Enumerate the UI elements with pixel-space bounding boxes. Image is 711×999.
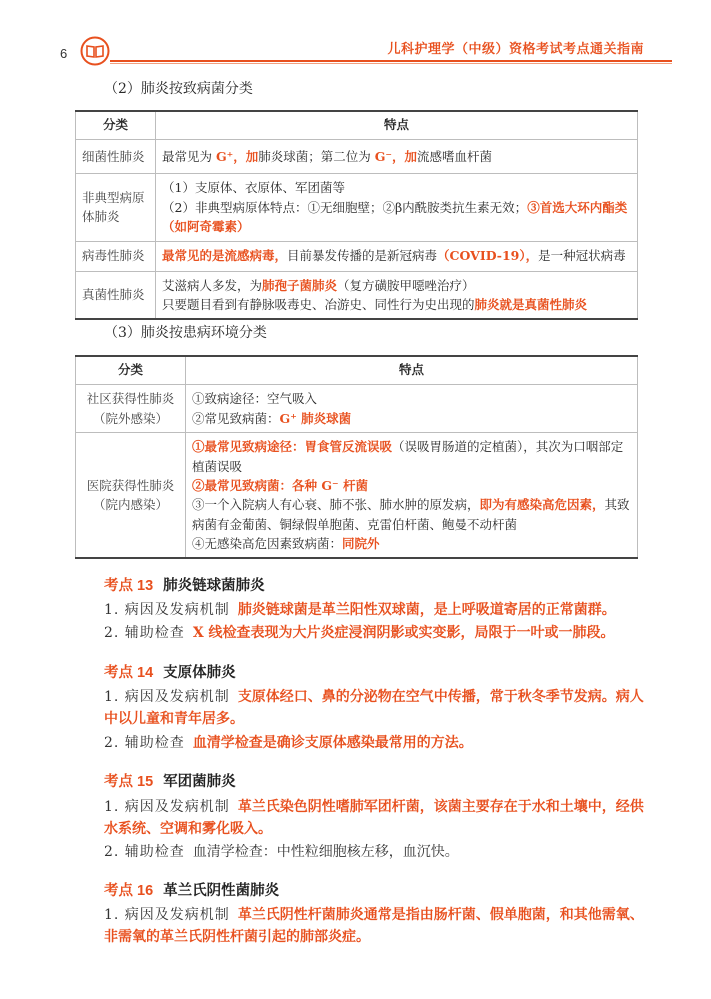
kp15-title: 考点 15 军团菌肺炎 [104, 774, 236, 790]
header-divider [110, 60, 672, 62]
row-feature: （1）支原体、衣原体、军团菌等 （2）非典型病原体特点：①无细胞壁；②β内酰胺类抗生素无效；③首选大环内酯类（如阿奇霉素） [156, 174, 638, 241]
row-feature: 最常见的是流感病毒，目前暴发传播的是新冠病毒（COVID-19），是一种冠状病毒 [156, 241, 638, 271]
col-header-category: 分类 [76, 111, 156, 140]
col-header-feature: 特点 [186, 356, 638, 385]
pathogen-classification-table [75, 110, 638, 320]
table-row [76, 140, 638, 174]
table-row [76, 433, 638, 559]
row-category: 真菌性肺炎 [76, 271, 156, 319]
book-title: 儿科护理学（中级）资格考试考点通关指南 [387, 41, 644, 56]
table-row [76, 241, 638, 271]
section-heading-environment: （3）肺炎按患病环境分类 [104, 325, 267, 341]
page-number: 6 [60, 46, 68, 61]
col-header-feature: 特点 [156, 111, 638, 140]
col-header-category: 分类 [76, 356, 186, 385]
book-icon [80, 36, 110, 66]
row-feature: 艾滋病人多发，为肺孢子菌肺炎（复方磺胺甲噁唑治疗） 只要题目看到有静脉吸毒史、冶游史、同性行为史出现的肺炎就是真菌性肺炎 [156, 271, 638, 319]
kp14-exam: 2. 辅助检查 血清学检查是确诊支原体感染最常用的方法。 [104, 735, 473, 751]
row-feature: 最常见为 G⁺，加肺炎球菌；第二位为 G⁻，加流感嗜血杆菌 [156, 140, 638, 174]
row-category: 社区获得性肺炎 （院外感染） [76, 385, 186, 433]
table-row [76, 385, 638, 433]
row-feature: ①致病途径：空气吸入 ②常见致病菌：G⁺ 肺炎球菌 [186, 385, 638, 433]
row-category: 医院获得性肺炎 （院内感染） [76, 433, 186, 559]
row-feature: ①最常见致病途径：胃食管反流误吸（误吸胃肠道的定植菌），其次为口咽部定植菌误吸 ②最常见致病菌：各种 G⁻ 杆菌 ③一个入院病人有心衰、肺不张、肺水肿的原发病，即为有感染高危因素，其致病菌有金葡菌、铜绿假单胞菌、克雷伯杆菌、鲍曼不动杆菌 ④无感染高危因素致病菌：同院外 [186, 433, 638, 559]
kp13-cause: 1. 病因及发病机制 肺炎链球菌是革兰阳性双球菌，是上呼吸道寄居的正常菌群。 [104, 602, 616, 618]
table-row [76, 174, 638, 241]
kp13-title: 考点 13 肺炎链球菌肺炎 [104, 578, 265, 594]
environment-classification-table [75, 355, 638, 559]
kp16-title: 考点 16 革兰氏阴性菌肺炎 [104, 883, 280, 899]
row-category: 非典型病原体肺炎 [76, 174, 156, 241]
kp16-cause: 1. 病因及发病机制 革兰氏阴性杆菌肺炎通常是指由肠杆菌、假单胞菌，和其他需氧、非需氧的革兰氏阴性杆菌引起的肺部炎症。 [104, 907, 644, 945]
table-row [76, 271, 638, 319]
kp13-exam: 2. 辅助检查 X 线检查表现为大片炎症浸润阴影或实变影，局限于一叶或一肺段。 [104, 625, 615, 641]
kp15-cause: 1. 病因及发病机制 革兰氏染色阴性嗜肺军团杆菌，该菌主要存在于水和土壤中，经供水系统、空调和雾化吸入。 [104, 799, 644, 837]
section-heading-pathogen: （2）肺炎按致病菌分类 [104, 81, 253, 97]
row-category: 病毒性肺炎 [76, 241, 156, 271]
kp14-cause: 1. 病因及发病机制 支原体经口、鼻的分泌物在空气中传播，常于秋冬季节发病。病人中以儿童和青年居多。 [104, 689, 644, 727]
header-divider-thin [110, 63, 672, 64]
kp14-title: 考点 14 支原体肺炎 [104, 665, 236, 681]
page-header [60, 34, 672, 66]
kp15-exam: 2. 辅助检查 血清学检查：中性粒细胞核左移，血沉快。 [104, 844, 459, 860]
row-category: 细菌性肺炎 [76, 140, 156, 174]
